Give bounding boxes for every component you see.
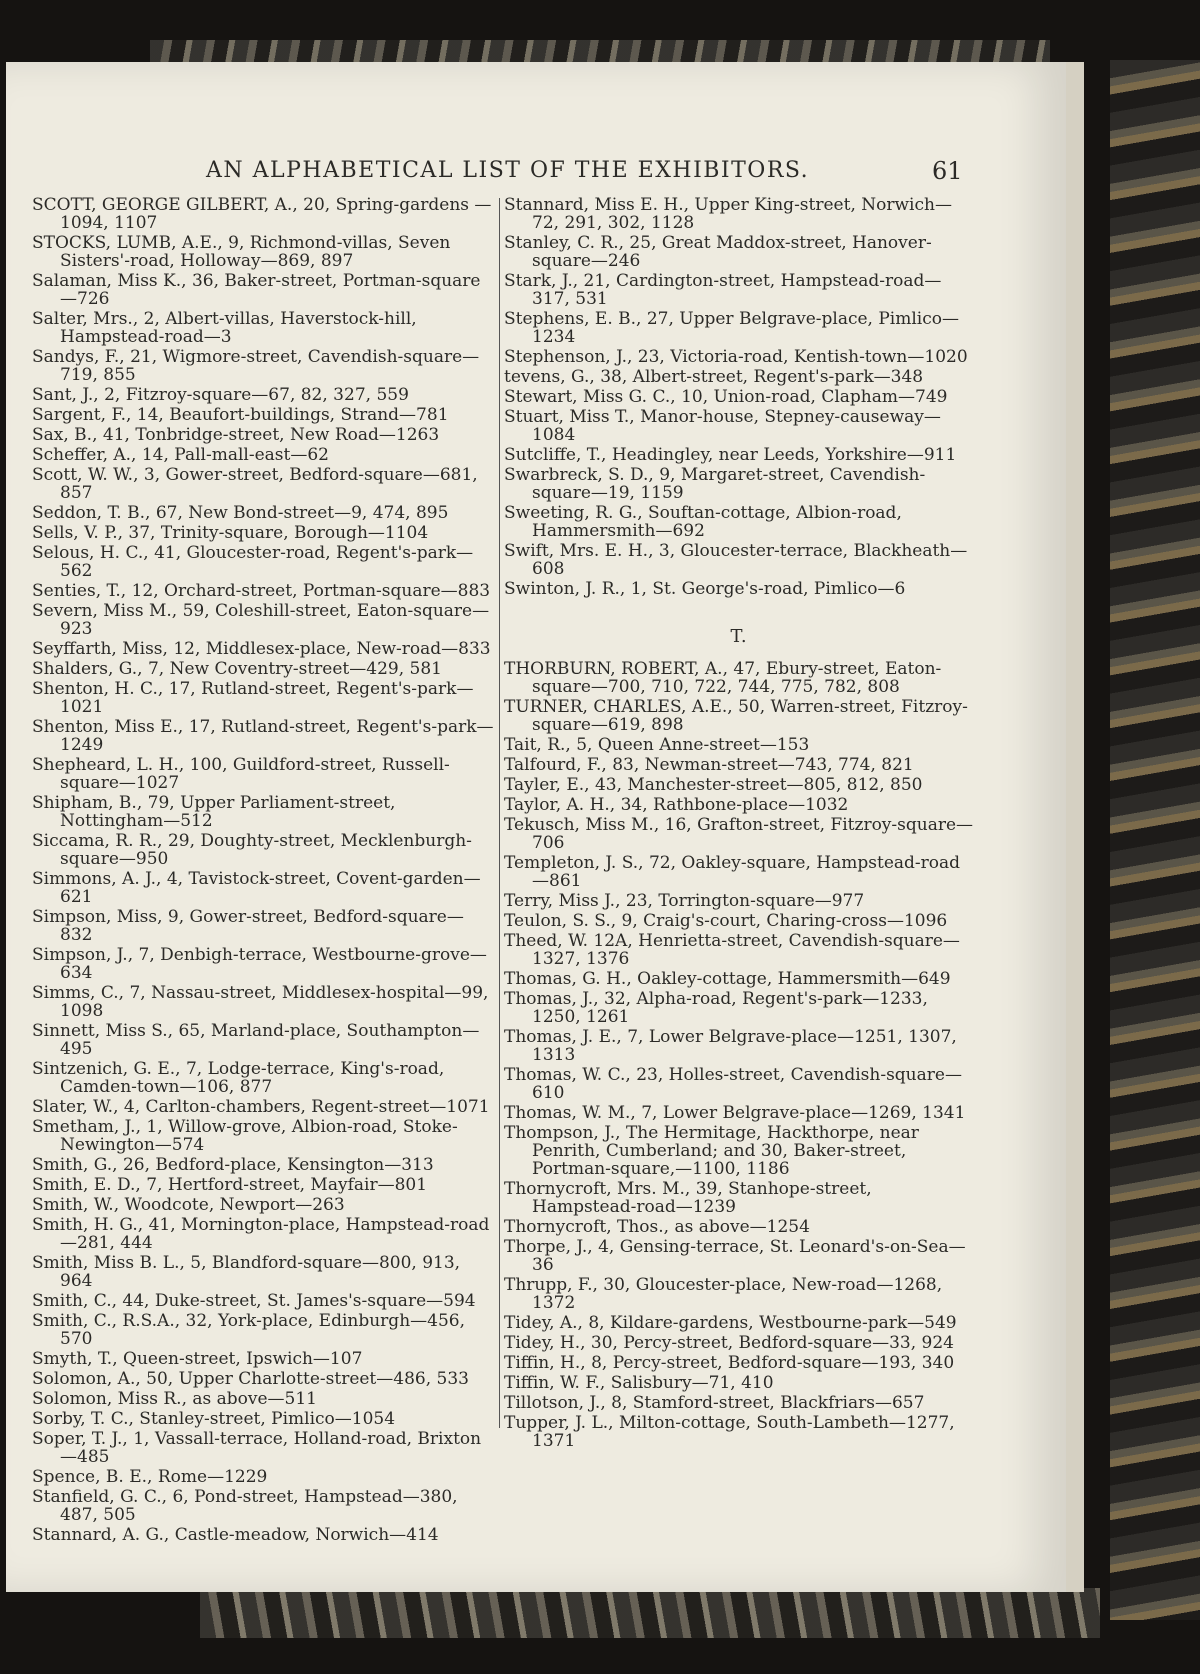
page-header: AN ALPHABETICAL LIST OF THE EXHIBITORS. [206, 158, 810, 183]
directory-entry: Terry, Miss J., 23, Torrington-square—977 [504, 891, 865, 911]
directory-entry: Thompson, J., The Hermitage, Hackthorpe, near Penrith, Cumberland; and 30, Baker-street, Portman-square,—1100, 1186 [504, 1123, 919, 1179]
directory-entry: Sax, B., 41, Tonbridge-street, New Road—1263 [32, 425, 440, 445]
directory-entry: Stuart, Miss T., Manor-house, Stepney-causeway—1084 [504, 407, 941, 445]
directory-entry: Thomas, G. H., Oakley-cottage, Hammersmith—649 [504, 969, 951, 989]
directory-entry: Taylor, A. H., 34, Rathbone-place—1032 [504, 795, 849, 815]
directory-entry: Sargent, F., 14, Beaufort-buildings, Strand—781 [32, 405, 449, 425]
directory-entry: Sweeting, R. G., Souftan-cottage, Albion-road, Hammersmith—692 [504, 503, 902, 541]
directory-entry: SCOTT, GEORGE GILBERT, A., 20, Spring-gardens —1094, 1107 [32, 195, 492, 233]
directory-entry: Smith, G., 26, Bedford-place, Kensington—313 [32, 1155, 434, 1175]
directory-entry: Templeton, J. S., 72, Oakley-square, Hampstead-road—861 [504, 853, 961, 891]
directory-entry: Tidey, H., 30, Percy-street, Bedford-square—33, 924 [504, 1333, 955, 1353]
directory-entry: Thomas, J. E., 7, Lower Belgrave-place—1251, 1307, 1313 [504, 1027, 957, 1065]
directory-entry: STOCKS, LUMB, A.E., 9, Richmond-villas, Seven Sisters'-road, Holloway—869, 897 [32, 233, 451, 271]
directory-entry: Thomas, W. M., 7, Lower Belgrave-place—1269, 1341 [504, 1103, 966, 1123]
directory-entry: Severn, Miss M., 59, Coleshill-street, Eaton-square—923 [32, 601, 490, 639]
directory-entry: Simpson, Miss, 9, Gower-street, Bedford-square—832 [32, 907, 464, 945]
directory-entry: Scott, W. W., 3, Gower-street, Bedford-square—681, 857 [32, 465, 478, 503]
column-divider [499, 198, 500, 1428]
directory-entry: Seyffarth, Miss, 12, Middlesex-place, New-road—833 [32, 639, 491, 659]
directory-entry: Tiffin, W. F., Salisbury—71, 410 [504, 1373, 774, 1393]
directory-entry: Shipham, B., 79, Upper Parliament-street, Nottingham—512 [32, 793, 396, 831]
directory-entry: Thornycroft, Thos., as above—1254 [504, 1217, 810, 1237]
marbled-edge-right [1110, 60, 1200, 1620]
directory-entry: Shalders, G., 7, New Coventry-street—429, 581 [32, 659, 442, 679]
directory-entry: Thrupp, F., 30, Gloucester-place, New-road—1268, 1372 [504, 1275, 943, 1313]
directory-entry: Salter, Mrs., 2, Albert-villas, Haverstock-hill, Hampstead-road—3 [32, 309, 417, 347]
directory-entry: tevens, G., 38, Albert-street, Regent's-park—348 [504, 367, 924, 387]
directory-entry: Stanley, C. R., 25, Great Maddox-street, Hanover-square—246 [504, 233, 932, 271]
directory-entry: Sandys, F., 21, Wigmore-street, Cavendish-square—719, 855 [32, 347, 480, 385]
directory-entry: TURNER, CHARLES, A.E., 50, Warren-street, Fitzroy-square—619, 898 [504, 697, 968, 735]
directory-entry: Soper, T. J., 1, Vassall-terrace, Holland-road, Brixton—485 [32, 1429, 482, 1467]
directory-entry: Stanfield, G. C., 6, Pond-street, Hampstead—380, 487, 505 [32, 1487, 458, 1525]
t-entries [504, 660, 974, 1450]
directory-entry: Sells, V. P., 37, Trinity-square, Borough—1104 [32, 523, 429, 543]
directory-entry: Solomon, Miss R., as above—511 [32, 1389, 317, 1409]
directory-entry: Smith, E. D., 7, Hertford-street, Mayfair—801 [32, 1175, 428, 1195]
directory-entry: Thorpe, J., 4, Gensing-terrace, St. Leonard's-on-Sea—36 [504, 1237, 966, 1275]
directory-entry: Smith, Miss B. L., 5, Blandford-square—800, 913, 964 [32, 1253, 461, 1291]
directory-entry: Tiffin, H., 8, Percy-street, Bedford-square—193, 340 [504, 1353, 955, 1373]
directory-entry: Siccama, R. R., 29, Doughty-street, Mecklenburgh-square—950 [32, 831, 472, 869]
directory-entry: Teulon, S. S., 9, Craig's-court, Charing-cross—1096 [504, 911, 948, 931]
section-letter: T. [730, 626, 748, 647]
directory-entry: Sorby, T. C., Stanley-street, Pimlico—1054 [32, 1409, 396, 1429]
marbled-edge-bottom [200, 1588, 1100, 1638]
left-column [32, 196, 494, 1546]
directory-entry: Sant, J., 2, Fitzroy-square—67, 82, 327, 559 [32, 385, 409, 405]
directory-entry: Tidey, A., 8, Kildare-gardens, Westbourne-park—549 [504, 1313, 957, 1333]
directory-entry: Shenton, Miss E., 17, Rutland-street, Regent's-park—1249 [32, 717, 494, 755]
directory-entry: Talfourd, F., 83, Newman-street—743, 774, 821 [504, 755, 914, 775]
directory-entry: Sinnett, Miss S., 65, Marland-place, Southampton—495 [32, 1021, 480, 1059]
directory-entry: Stephenson, J., 23, Victoria-road, Kentish-town—1020 [504, 347, 968, 367]
directory-entry: Stewart, Miss G. C., 10, Union-road, Clapham—749 [504, 387, 948, 407]
directory-entry: Selous, H. C., 41, Gloucester-road, Regent's-park—562 [32, 543, 474, 581]
directory-entry: Slater, W., 4, Carlton-chambers, Regent-street—1071 [32, 1097, 490, 1117]
directory-entry: Smith, W., Woodcote, Newport—263 [32, 1195, 345, 1215]
right-column [504, 196, 974, 1452]
directory-entry: Swinton, J. R., 1, St. George's-road, Pimlico—6 [504, 579, 906, 599]
directory-entry: Stark, J., 21, Cardington-street, Hampstead-road—317, 531 [504, 271, 942, 309]
directory-entry: Smith, H. G., 41, Mornington-place, Hampstead-road—281, 444 [32, 1215, 490, 1253]
directory-entry: Tayler, E., 43, Manchester-street—805, 812, 850 [504, 775, 923, 795]
directory-entry: Simpson, J., 7, Denbigh-terrace, Westbourne-grove—634 [32, 945, 487, 983]
directory-entry: Theed, W. 12A, Henrietta-street, Cavendish-square—1327, 1376 [504, 931, 960, 969]
s-entries [504, 196, 974, 598]
directory-entry: Sintzenich, G. E., 7, Lodge-terrace, King's-road, Camden-town—106, 877 [32, 1059, 445, 1097]
directory-entry: Scheffer, A., 14, Pall-mall-east—62 [32, 445, 329, 465]
directory-entry: Tupper, J. L., Milton-cottage, South-Lambeth—1277, 1371 [504, 1413, 955, 1451]
directory-entry: Stephens, E. B., 27, Upper Belgrave-place, Pimlico—1234 [504, 309, 959, 347]
directory-entry: Smetham, J., 1, Willow-grove, Albion-road, Stoke-Newington—574 [32, 1117, 458, 1155]
directory-entry: Sutcliffe, T., Headingley, near Leeds, Yorkshire—911 [504, 445, 957, 465]
directory-entry: Shenton, H. C., 17, Rutland-street, Regent's-park—1021 [32, 679, 474, 717]
directory-entry: Solomon, A., 50, Upper Charlotte-street—486, 533 [32, 1369, 469, 1389]
directory-entry: Thomas, J., 32, Alpha-road, Regent's-park—1233, 1250, 1261 [504, 989, 928, 1027]
directory-entry: Smyth, T., Queen-street, Ipswich—107 [32, 1349, 363, 1369]
directory-entry: Smith, C., 44, Duke-street, St. James's-square—594 [32, 1291, 476, 1311]
directory-entry: Salaman, Miss K., 36, Baker-street, Portman-square—726 [32, 271, 481, 309]
directory-entry: Spence, B. E., Rome—1229 [32, 1467, 268, 1487]
directory-entry: Stannard, Miss E. H., Upper King-street, Norwich—72, 291, 302, 1128 [504, 195, 952, 233]
directory-entry: Simmons, A. J., 4, Tavistock-street, Covent-garden—621 [32, 869, 481, 907]
directory-entry: THORBURN, ROBERT, A., 47, Ebury-street, Eaton-square—700, 710, 722, 744, 775, 782, 808 [504, 659, 942, 697]
directory-entry: Smith, C., R.S.A., 32, York-place, Edinburgh—456, 570 [32, 1311, 465, 1349]
directory-entry: Stannard, A. G., Castle-meadow, Norwich—414 [32, 1525, 439, 1545]
directory-entry: Tait, R., 5, Queen Anne-street—153 [504, 735, 810, 755]
directory-entry: Thomas, W. C., 23, Holles-street, Cavendish-square—610 [504, 1065, 962, 1103]
directory-entry: Seddon, T. B., 67, New Bond-street—9, 474, 895 [32, 503, 449, 523]
directory-entry: Swift, Mrs. E. H., 3, Gloucester-terrace, Blackheath—608 [504, 541, 968, 579]
page-number: 61 [932, 157, 963, 185]
directory-entry: Senties, T., 12, Orchard-street, Portman-square—883 [32, 581, 491, 601]
directory-entry: Shepheard, L. H., 100, Guildford-street, Russell-square—1027 [32, 755, 450, 793]
directory-entry: Tillotson, J., 8, Stamford-street, Blackfriars—657 [504, 1393, 925, 1413]
directory-entry: Tekusch, Miss M., 16, Grafton-street, Fitzroy-square—706 [504, 815, 974, 853]
directory-entry: Swarbreck, S. D., 9, Margaret-street, Cavendish-square—19, 1159 [504, 465, 926, 503]
directory-entry: Simms, C., 7, Nassau-street, Middlesex-hospital—99, 1098 [32, 983, 489, 1021]
directory-entry: Thornycroft, Mrs. M., 39, Stanhope-street, Hampstead-road—1239 [504, 1179, 872, 1217]
